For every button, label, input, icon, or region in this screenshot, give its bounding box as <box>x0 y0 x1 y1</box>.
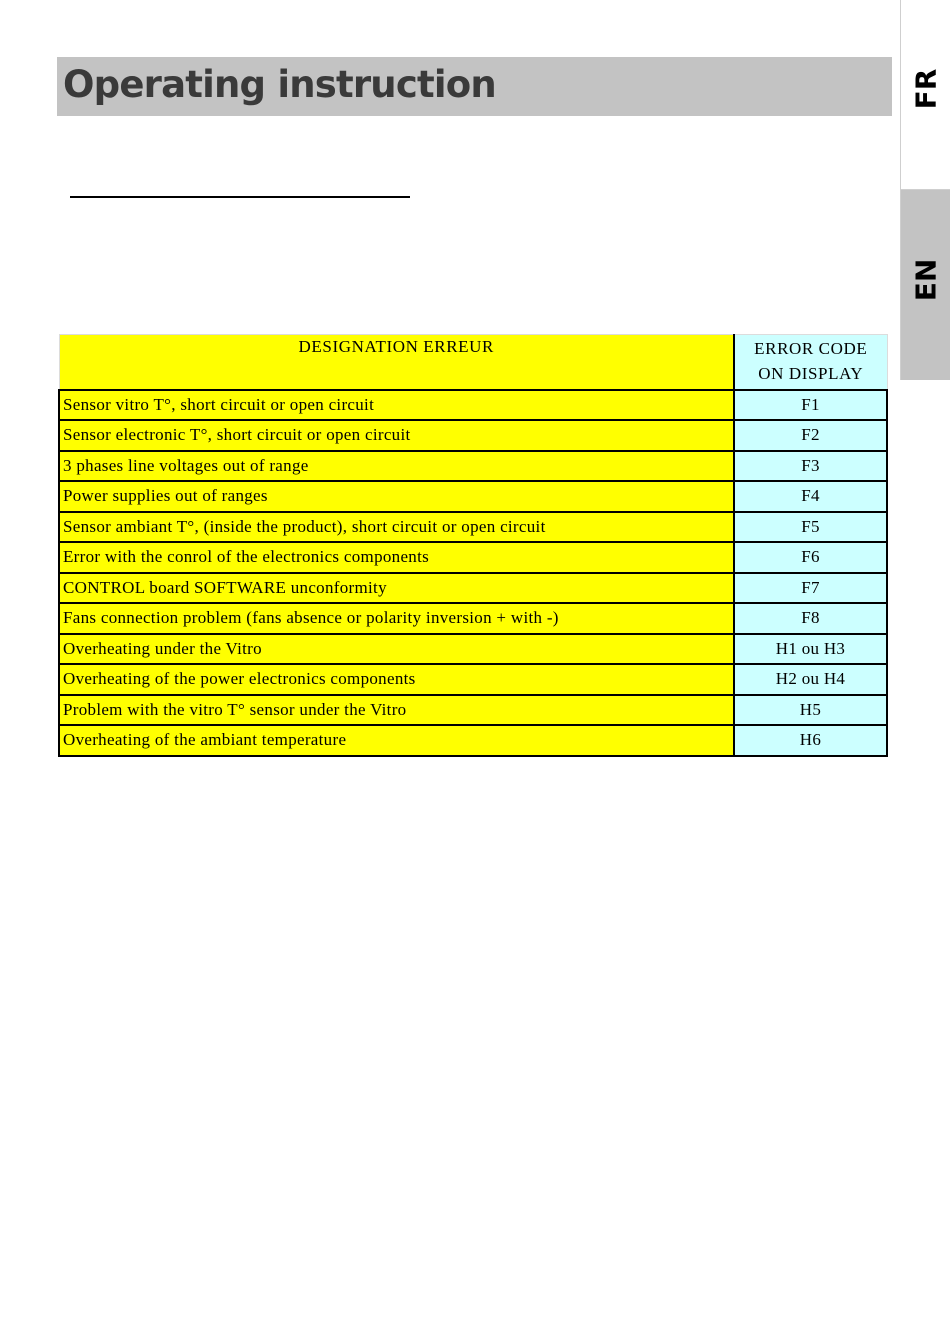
table-row <box>59 512 887 543</box>
table-row <box>59 451 887 482</box>
tab-en[interactable] <box>900 190 950 380</box>
error-designation-cell: Sensor electronic T°, short circuit or open circuit <box>59 420 734 451</box>
error-code-header-line1: ERROR CODE <box>754 339 868 358</box>
page-header <box>57 57 892 116</box>
error-designation-cell: 3 phases line voltages out of range <box>59 451 734 482</box>
table-row <box>59 542 887 573</box>
table-row <box>59 481 887 512</box>
error-designation-cell: Overheating of the power electronics components <box>59 664 734 695</box>
error-code-cell: H1 ou H3 <box>734 634 887 665</box>
table-row <box>59 390 887 421</box>
error-code-cell: F7 <box>734 573 887 604</box>
error-designation-cell: Error with the conrol of the electronics components <box>59 542 734 573</box>
error-designation-cell: Overheating under the Vitro <box>59 634 734 665</box>
error-code-cell: H5 <box>734 695 887 726</box>
error-designation-cell: Overheating of the ambiant temperature <box>59 725 734 756</box>
error-code-cell: F3 <box>734 451 887 482</box>
error-code-cell: F4 <box>734 481 887 512</box>
page-title: Operating instruction <box>63 63 496 106</box>
table-row <box>59 725 887 756</box>
table-header-row <box>59 335 887 390</box>
error-code-cell: F6 <box>734 542 887 573</box>
table-row <box>59 573 887 604</box>
error-code-cell: H6 <box>734 725 887 756</box>
error-code-table <box>58 334 888 757</box>
designation-column-header: DESIGNATION ERREUR <box>59 335 734 390</box>
error-designation-cell: CONTROL board SOFTWARE unconformity <box>59 573 734 604</box>
error-designation-cell: Sensor ambiant T°, (inside the product), short circuit or open circuit <box>59 512 734 543</box>
table-row <box>59 664 887 695</box>
error-designation-cell: Fans connection problem (fans absence or polarity inversion + with -) <box>59 603 734 634</box>
tab-en-label: EN <box>909 258 942 302</box>
table-row <box>59 603 887 634</box>
error-table-body <box>59 390 887 756</box>
error-designation-cell: Problem with the vitro T° sensor under the Vitro <box>59 695 734 726</box>
error-code-column-header <box>734 335 887 390</box>
table-row <box>59 695 887 726</box>
error-designation-cell: Power supplies out of ranges <box>59 481 734 512</box>
error-code-cell: F1 <box>734 390 887 421</box>
section-heading-underline <box>70 196 410 198</box>
error-code-cell: F5 <box>734 512 887 543</box>
language-tabs <box>900 0 950 380</box>
error-code-cell: F2 <box>734 420 887 451</box>
error-designation-cell: Sensor vitro T°, short circuit or open circuit <box>59 390 734 421</box>
table-row <box>59 634 887 665</box>
tab-fr-label: FR <box>909 68 942 110</box>
error-code-cell: F8 <box>734 603 887 634</box>
tab-fr[interactable] <box>900 0 950 190</box>
table-row <box>59 420 887 451</box>
error-code-cell: H2 ou H4 <box>734 664 887 695</box>
error-code-header-line2: ON DISPLAY <box>758 364 864 383</box>
